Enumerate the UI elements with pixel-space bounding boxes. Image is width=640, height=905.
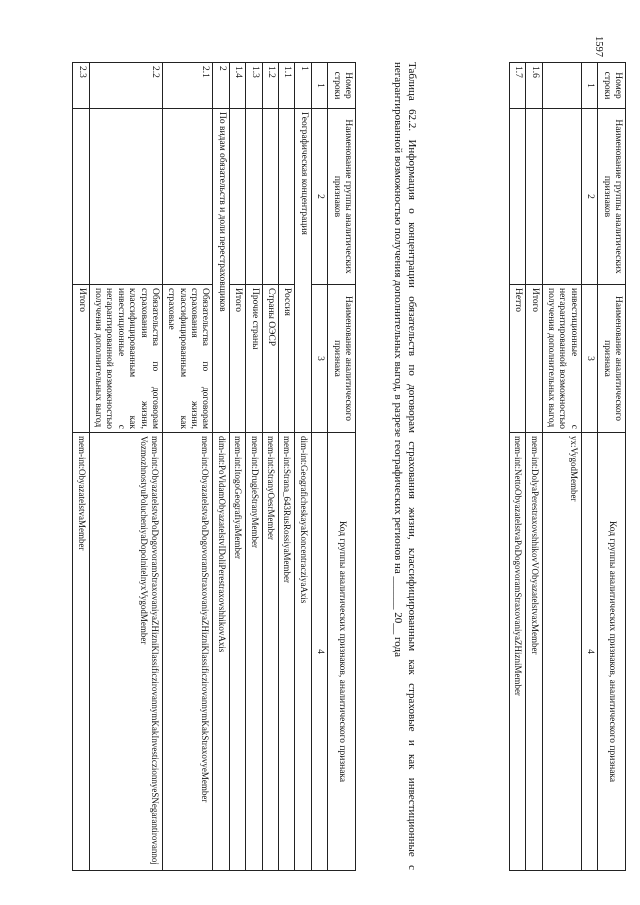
header-name: Наименование аналитического признака [598, 285, 626, 433]
table-row [526, 63, 542, 871]
row-number: 1 [295, 63, 311, 109]
row-number: 1.7 [509, 63, 525, 109]
row-number: 1.6 [526, 63, 542, 109]
column-index: 3 [581, 285, 597, 433]
table-row [246, 63, 262, 871]
row-name: Страны ОЭСР [262, 285, 278, 433]
row-code: mem-int:DolyaPerestraxovshhikovVObyazatelstvaxMember [526, 433, 542, 871]
table-row [229, 63, 245, 871]
row-group [229, 109, 245, 285]
row-group [73, 109, 89, 285]
row-group [542, 109, 581, 285]
header-name: Наименование аналитического признака [328, 285, 356, 433]
table-row [509, 63, 525, 871]
row-group: По видам обязательств и доли перестраховщиков [213, 109, 229, 433]
column-index: 4 [581, 433, 597, 871]
table-row [542, 63, 581, 871]
row-name: Итого [229, 285, 245, 433]
row-group [89, 109, 162, 285]
table-row [162, 63, 213, 871]
row-code: dim-int:GeograficheskayaKoncentracziyaAxis [295, 433, 311, 871]
row-name: Прочие страны [246, 285, 262, 433]
row-code: dim-int:PoVidamObyazatelstvIDoliPerestraxovshhikovAxis [213, 433, 229, 871]
row-number [542, 63, 581, 109]
header-number: Номер строки [598, 63, 626, 109]
table-row [73, 63, 89, 871]
row-code: mem-int:ObyazatelstvaPoDogovoramStraxovaniyaZHizniKlassificzirovannymKakStraxovyeMember [162, 433, 213, 871]
row-group [279, 109, 295, 285]
column-index: 2 [581, 109, 597, 285]
row-number: 2.3 [73, 63, 89, 109]
row-code: mem-int:StranyOesrMember [262, 433, 278, 871]
row-code: mem-int:ItogoGeografiyaMember [229, 433, 245, 871]
table-caption: Таблица 62.2. Информация о концентрации обязательств по договорам страхования жизни, классифицированным как страховые и как инвестиционные с негарантированной возможностью получения дополнительных выгод, в разрезе географических регионов на ______ 20__ года [392, 62, 418, 870]
row-name: Итого [526, 285, 542, 433]
row-name: Обязательства по договорам страхования жизни, классифицированным как страховые [162, 285, 213, 433]
row-code: mem-int:ObyazatelstvaMember [73, 433, 89, 871]
row-group [246, 109, 262, 285]
row-number: 1.1 [279, 63, 295, 109]
row-number: 1.4 [229, 63, 245, 109]
row-number: 2 [213, 63, 229, 109]
column-index: 3 [311, 285, 327, 433]
row-number: 1.3 [246, 63, 262, 109]
row-group [509, 109, 525, 285]
row-group [526, 109, 542, 285]
row-number: 2.1 [162, 63, 213, 109]
row-group [162, 109, 213, 285]
header-code: Код группы аналитических признаков, аналитического признака [598, 433, 626, 871]
table-row [279, 63, 295, 871]
table-row [213, 63, 229, 871]
row-code: mem-int:ObyazatelstvaPoDogovoramStraxovaniyaZHizniKlassificzirovannymKakInvesticzionnyeSNegarantirovannojVozmozhnostyuPolucheniyaDopolnitelnyxVygodMember [89, 433, 162, 871]
column-index: 2 [311, 109, 327, 285]
column-index: 1 [311, 63, 327, 109]
row-code: mem-int:NettoObyazatelstvaPoDogovoramStraxovaniyaZHizniMember [509, 433, 525, 871]
column-index-row [311, 63, 327, 871]
header-row [328, 63, 356, 871]
header-code: Код группы аналитических признаков, аналитического признака [328, 433, 356, 871]
header-group: Наименование группы аналитических признаков [328, 109, 356, 285]
column-index-row [581, 63, 597, 871]
row-code: mem-int:Strana_643RusRossiyaMember [279, 433, 295, 871]
column-index: 4 [311, 433, 327, 871]
table-row [295, 63, 311, 871]
table-continuation [509, 62, 626, 871]
row-name: Обязательства по договорам страхования жизни, классифицированным как инвестиционные с негарантированной возможностью получения дополнительных выгод [89, 285, 162, 433]
row-name: Нетто [509, 285, 525, 433]
row-name: Итого [73, 285, 89, 433]
row-group: Географическая концентрация [295, 109, 311, 433]
row-number: 2.2 [89, 63, 162, 109]
page-number: 1597 [593, 36, 604, 57]
table-row [89, 63, 162, 871]
header-group: Наименование группы аналитических признаков [598, 109, 626, 285]
row-code: yx:VygodMember [542, 433, 581, 871]
row-group [262, 109, 278, 285]
row-name: Россия [279, 285, 295, 433]
table-row [262, 63, 278, 871]
column-index: 1 [581, 63, 597, 109]
row-number: 1.2 [262, 63, 278, 109]
header-row [598, 63, 626, 871]
header-number: Номер строки [328, 63, 356, 109]
row-name: инвестиционные с негарантированной возможностью получения дополнительных выгод [542, 285, 581, 433]
table-62-2 [72, 62, 356, 871]
row-code: mem-int:DrugieStranyMember [246, 433, 262, 871]
